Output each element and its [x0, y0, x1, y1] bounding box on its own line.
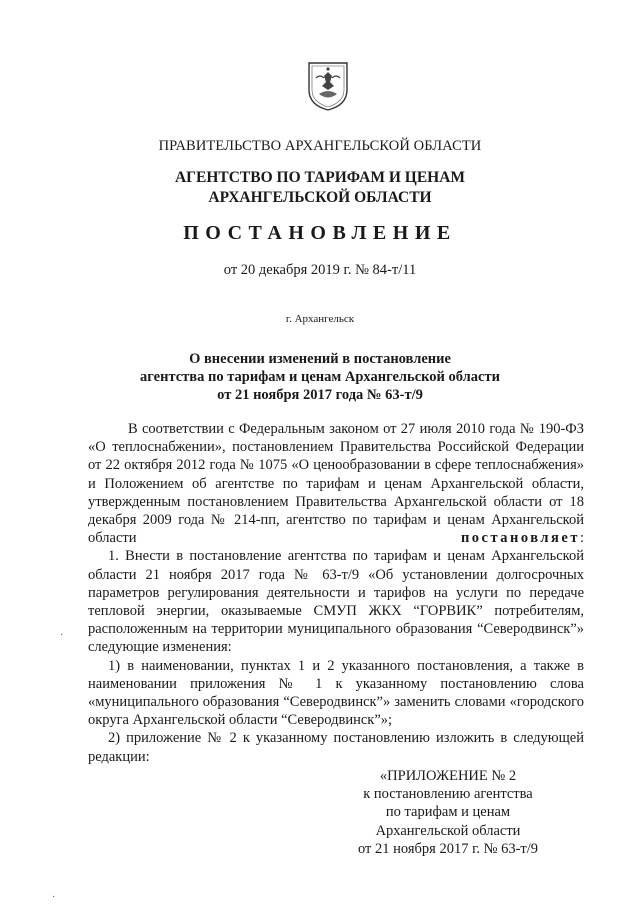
decree-keyword: постановляет — [460, 530, 580, 547]
document-date-number: от 20 декабря 2019 г. № 84-т/11 — [223, 262, 417, 278]
appendix-line: Архангельской области — [375, 822, 521, 839]
appendix-line: «ПРИЛОЖЕНИЕ № 2 — [379, 768, 517, 784]
coat-of-arms-icon — [306, 60, 350, 112]
preamble-text: В соответствии с Федеральным законом от 27 июля 2010 года № 190-ФЗ «О теплоснабжении», постановлением Правительства Российской Федерации от 22 октября 2012 года № 1075 «О ценообразовании в сфере теплоснабжения» и Положением об агентстве по тарифам и ценам Архангельской области, утвержденным постановлением Правительства Архангельской области от 18 декабря 2009 года № 214-пп, агентство по тарифам и ценам Архангельской области — [88, 421, 584, 547]
item-1-1-paragraph: 1) в наименовании, пунктах 1 и 2 указанного постановления, а также в наименовании приложения № 1 к указанному постановлению слова «муниципального образования “Северодвинск”» заменить словами «городского округа Архангельской области “Северодвинск”»; — [88, 657, 584, 729]
document-body — [88, 420, 584, 766]
decree-colon: : — [579, 530, 584, 547]
document-subject — [0, 350, 640, 404]
item-1-2-paragraph: 2) приложение № 2 к указанному постановлению изложить в следующей редакции: — [88, 730, 584, 765]
subject-line: агентства по тарифам и ценам Архангельской области — [140, 369, 500, 385]
subject-line: О внесении изменений в постановление — [189, 351, 451, 367]
government-title: ПРАВИТЕЛЬСТВО АРХАНГЕЛЬСКОЙ ОБЛАСТИ — [158, 138, 482, 154]
appendix-line: к постановлению агентства — [363, 786, 533, 803]
scan-speck: · — [52, 892, 56, 903]
agency-title-line: АГЕНТСТВО ПО ТАРИФАМ И ЦЕНАМ — [174, 169, 466, 186]
scan-speck: · — [60, 630, 64, 641]
agency-title — [0, 168, 640, 208]
appendix-line: от 21 ноября 2017 г. № 63-т/9 — [357, 840, 539, 857]
appendix-header — [330, 767, 566, 858]
item-1-paragraph: 1. Внести в постановление агентства по тарифам и ценам Архангельской области 21 ноября 2017 года № 63-т/9 «Об установлении долгосрочных параметров регулирования деятельности и тарифов на услуги по передаче тепловой энергии, оказываемые СМУП ЖКХ “ГОРВИК” потребителям, расположенным на территории муниципального образования “Северодвинск”» следующие изменения: — [88, 548, 584, 656]
city-label: г. Архангельск — [285, 313, 355, 325]
subject-line: от 21 ноября 2017 года № 63-т/9 — [217, 387, 423, 403]
preamble-paragraph — [88, 420, 584, 547]
document-type-heading: ПОСТАНОВЛЕНИЕ — [183, 222, 457, 244]
agency-title-line: АРХАНГЕЛЬСКОЙ ОБЛАСТИ — [208, 189, 432, 206]
appendix-line: по тарифам и ценам — [385, 804, 511, 821]
